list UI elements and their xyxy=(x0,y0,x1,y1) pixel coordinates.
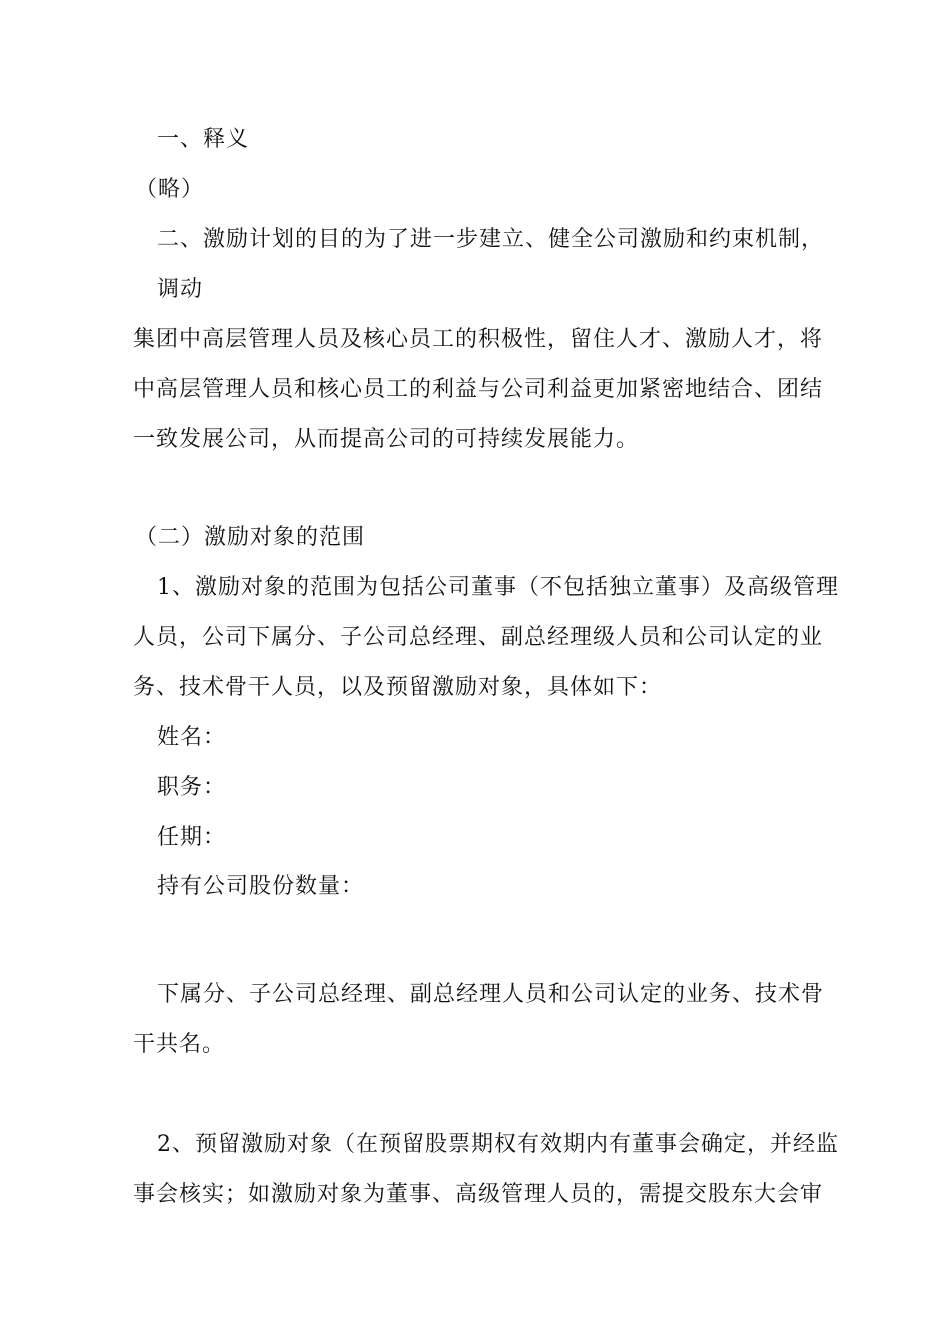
section2-line-3: 集团中高层管理人员及核心员工的积极性，留住人才、激励人才，将 xyxy=(133,327,824,352)
subsection-heading: （二）激励对象的范围 xyxy=(135,525,366,550)
item2-line-2: 事会核实；如激励对象为董事、高级管理人员的，需提交股东大会审 xyxy=(133,1182,824,1207)
section2-line-2: 调动 xyxy=(157,277,204,302)
summary-line-1: 下属分、子公司总经理、副总经理人员和公司认定的业务、技术骨 xyxy=(157,982,825,1007)
item1-line-1: 1、激励对象的范围为包括公司董事（不包括独立董事）及高级管理 xyxy=(157,575,839,600)
item2-line-1: 2、预留激励对象（在预留股票期权有效期内有董事会确定，并经监 xyxy=(157,1132,839,1157)
field-shares: 持有公司股份数量： xyxy=(157,874,365,899)
field-name: 姓名： xyxy=(157,725,227,750)
section2-line-4: 中高层管理人员和核心员工的利益与公司利益更加紧密地结合、团结 xyxy=(133,377,824,402)
section1-heading: 一、释义 xyxy=(157,127,250,152)
item1-line-3: 务、技术骨干人员，以及预留激励对象，具体如下： xyxy=(133,675,663,700)
field-term: 任期： xyxy=(157,825,227,850)
item1-line-2: 人员，公司下属分、子公司总经理、副总经理级人员和公司认定的业 xyxy=(133,625,824,650)
section2-line-1: 二、激励计划的目的为了进一步建立、健全公司激励和约束机制， xyxy=(157,227,825,252)
section2-line-5: 一致发展公司，从而提高公司的可持续发展能力。 xyxy=(133,427,640,452)
summary-line-2: 干共名。 xyxy=(133,1032,226,1057)
section1-body: （略） xyxy=(135,177,205,202)
field-position: 职务： xyxy=(157,775,227,800)
